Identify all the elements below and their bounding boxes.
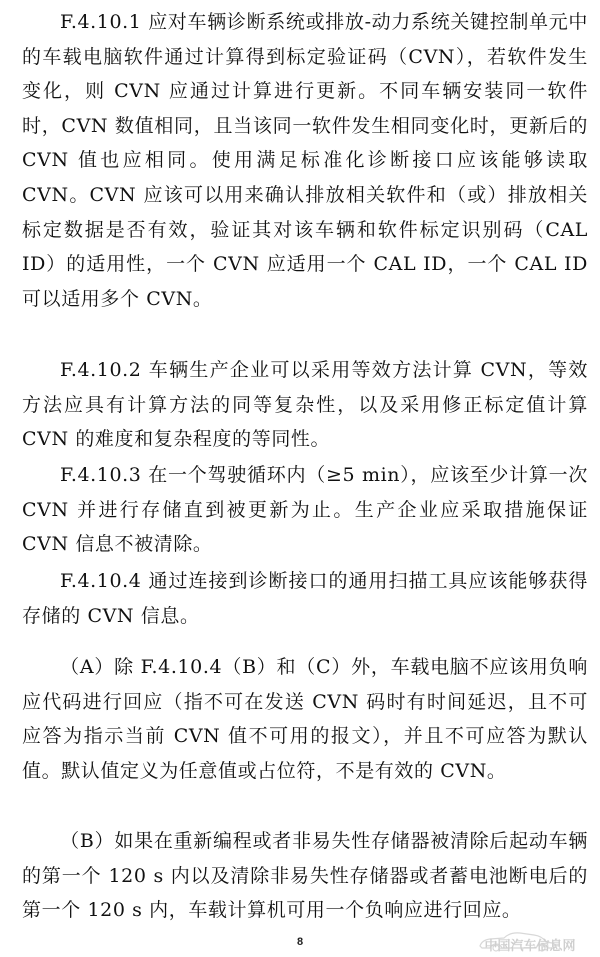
paragraph-text: F.4.10.4 通过连接到诊断接口的通用扫描工具应该能够获得存储的 CVN 信息。 (22, 570, 588, 627)
watermark-logo (474, 926, 586, 952)
paragraph-item-b (22, 824, 588, 928)
paragraph-text: F.4.10.1 应对车辆诊断系统或排放-动力系统关键控制单元中的车载电脑软件通过计算得到标定验证码（CVN），若软件发生变化，则 CVN 应通过计算进行更新。不同车辆安装同一软件时，CVN 数值相同，且当该同一软件发生相同变化时，更新后的 CVN 值也应相同。使用满足标准化诊断接口应该能够读取 CVN。CVN 应该可以用来确认排放相关软件和（或）排放相关标定数据是否有效，验证其对该车辆和软件标定识别码（CAL ID）的适用性，一个 CVN 应适用一个 CAL ID，一个 CAL ID 可以适用多个 CVN。 (22, 11, 588, 310)
paragraph-f-4-10-2 (22, 353, 588, 457)
paragraph-f-4-10-1 (22, 5, 588, 316)
paragraph-text: （A）除 F.4.10.4（B）和（C）外，车载电脑不应该用负响应代码进行回应（指不可在发送 CVN 码时有时间延迟，且不可应答为指示当前 CVN 值不可用的报文），并且不可应答为默认值。默认值定义为任意值或占位符，不是有效的 CVN。 (22, 656, 588, 782)
paragraph-text: （B）如果在重新编程或者非易失性存储器被清除后起动车辆的第一个 120 s 内以及清除非易失性存储器或者蓄电池断电后的第一个 120 s 内，车载计算机可用一个负响应进行回应。 (22, 830, 588, 922)
paragraph-f-4-10-4 (22, 564, 588, 633)
page-number: 8 (296, 936, 304, 948)
paragraph-text: F.4.10.2 车辆生产企业可以采用等效方法计算 CVN，等效方法应具有计算方法的同等复杂性，以及采用修正标定值计算 CVN 的难度和复杂程度的等同性。 (22, 359, 588, 451)
paragraph-text: F.4.10.3 在一个驾驶循环内（≥5 min），应该至少计算一次 CVN 并进行存储直到被更新为止。生产企业应采取措施保证 CVN 信息不被清除。 (22, 464, 588, 556)
paragraph-item-a (22, 650, 588, 788)
paragraph-f-4-10-3 (22, 458, 588, 562)
watermark-text: 中国汽车信息网 (484, 939, 576, 952)
